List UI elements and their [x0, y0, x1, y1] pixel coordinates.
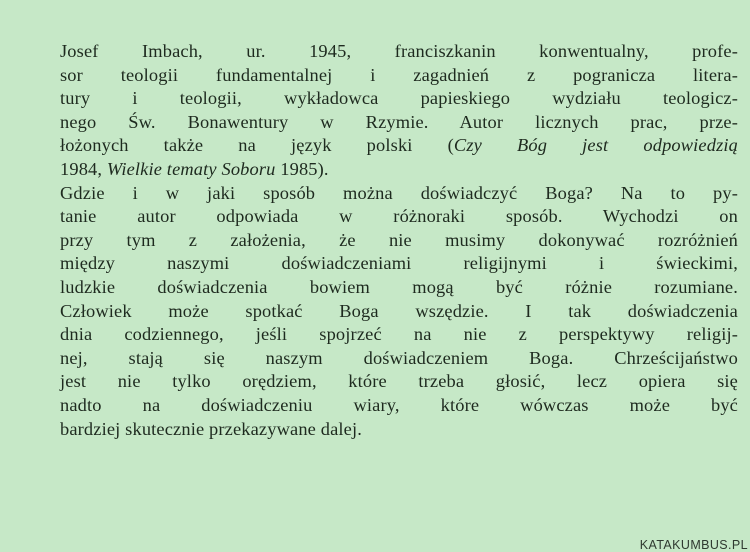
bio-line: [60, 134, 738, 158]
bio-text: tury i teologii, wykładowca papieskiego wydziału teologicz-: [60, 88, 738, 109]
bio-text: łożonych także na język polski (: [60, 135, 454, 156]
bio-text: sor teologii fundamentalnej i zagadnień z pogranicza litera-: [60, 64, 738, 85]
bio-text: 1985).: [275, 158, 329, 179]
bio-line: [60, 158, 738, 182]
bio-text: nego Św. Bonawentury w Rzymie. Autor licznych prac, prze-: [60, 111, 738, 132]
bio-line: [60, 111, 738, 135]
description-line: bardziej skutecznie przekazywane dalej.: [60, 418, 362, 439]
description-line: Gdzie i w jaki sposób można doświadczyć Boga? Na to py-: [60, 182, 738, 203]
description-line: tanie autor odpowiada w różnoraki sposób. Wychodzi on: [60, 206, 738, 227]
description-line: jest nie tylko orędziem, które trzeba głosić, lecz opiera się: [60, 371, 738, 392]
description-line: przy tym z założenia, że nie musimy dokonywać rozróżnień: [60, 229, 738, 250]
bio-line: [60, 40, 738, 64]
bio-line: [60, 87, 738, 111]
description-line: dnia codziennego, jeśli spojrzeć na nie z perspektywy religij-: [60, 324, 738, 345]
book-title-italic: Wielkie tematy Soboru: [106, 158, 276, 179]
description-line: między naszymi doświadczeniami religijnymi i świeckimi,: [60, 253, 738, 274]
bio-text: Josef Imbach, ur. 1945, franciszkanin konwentualny, profe-: [60, 41, 738, 61]
blurb-text: [60, 40, 738, 441]
bio-line: [60, 64, 738, 88]
description-line: nej, stają się naszym doświadczeniem Boga. Chrześcijaństwo: [60, 347, 738, 368]
bio-text: 1984,: [60, 158, 107, 179]
description-line: nadto na doświadczeniu wiary, które wówczas może być: [60, 394, 738, 415]
description-line: ludzkie doświadczenia bowiem mogą być różnie rozumiane.: [60, 276, 738, 297]
description-line: Człowiek może spotkać Boga wszędzie. I tak doświadczenia: [60, 300, 738, 321]
watermark-label: KATAKUMBUS.PL: [639, 538, 748, 552]
book-title-italic: Czy Bóg jest odpowiedzią: [453, 135, 739, 156]
